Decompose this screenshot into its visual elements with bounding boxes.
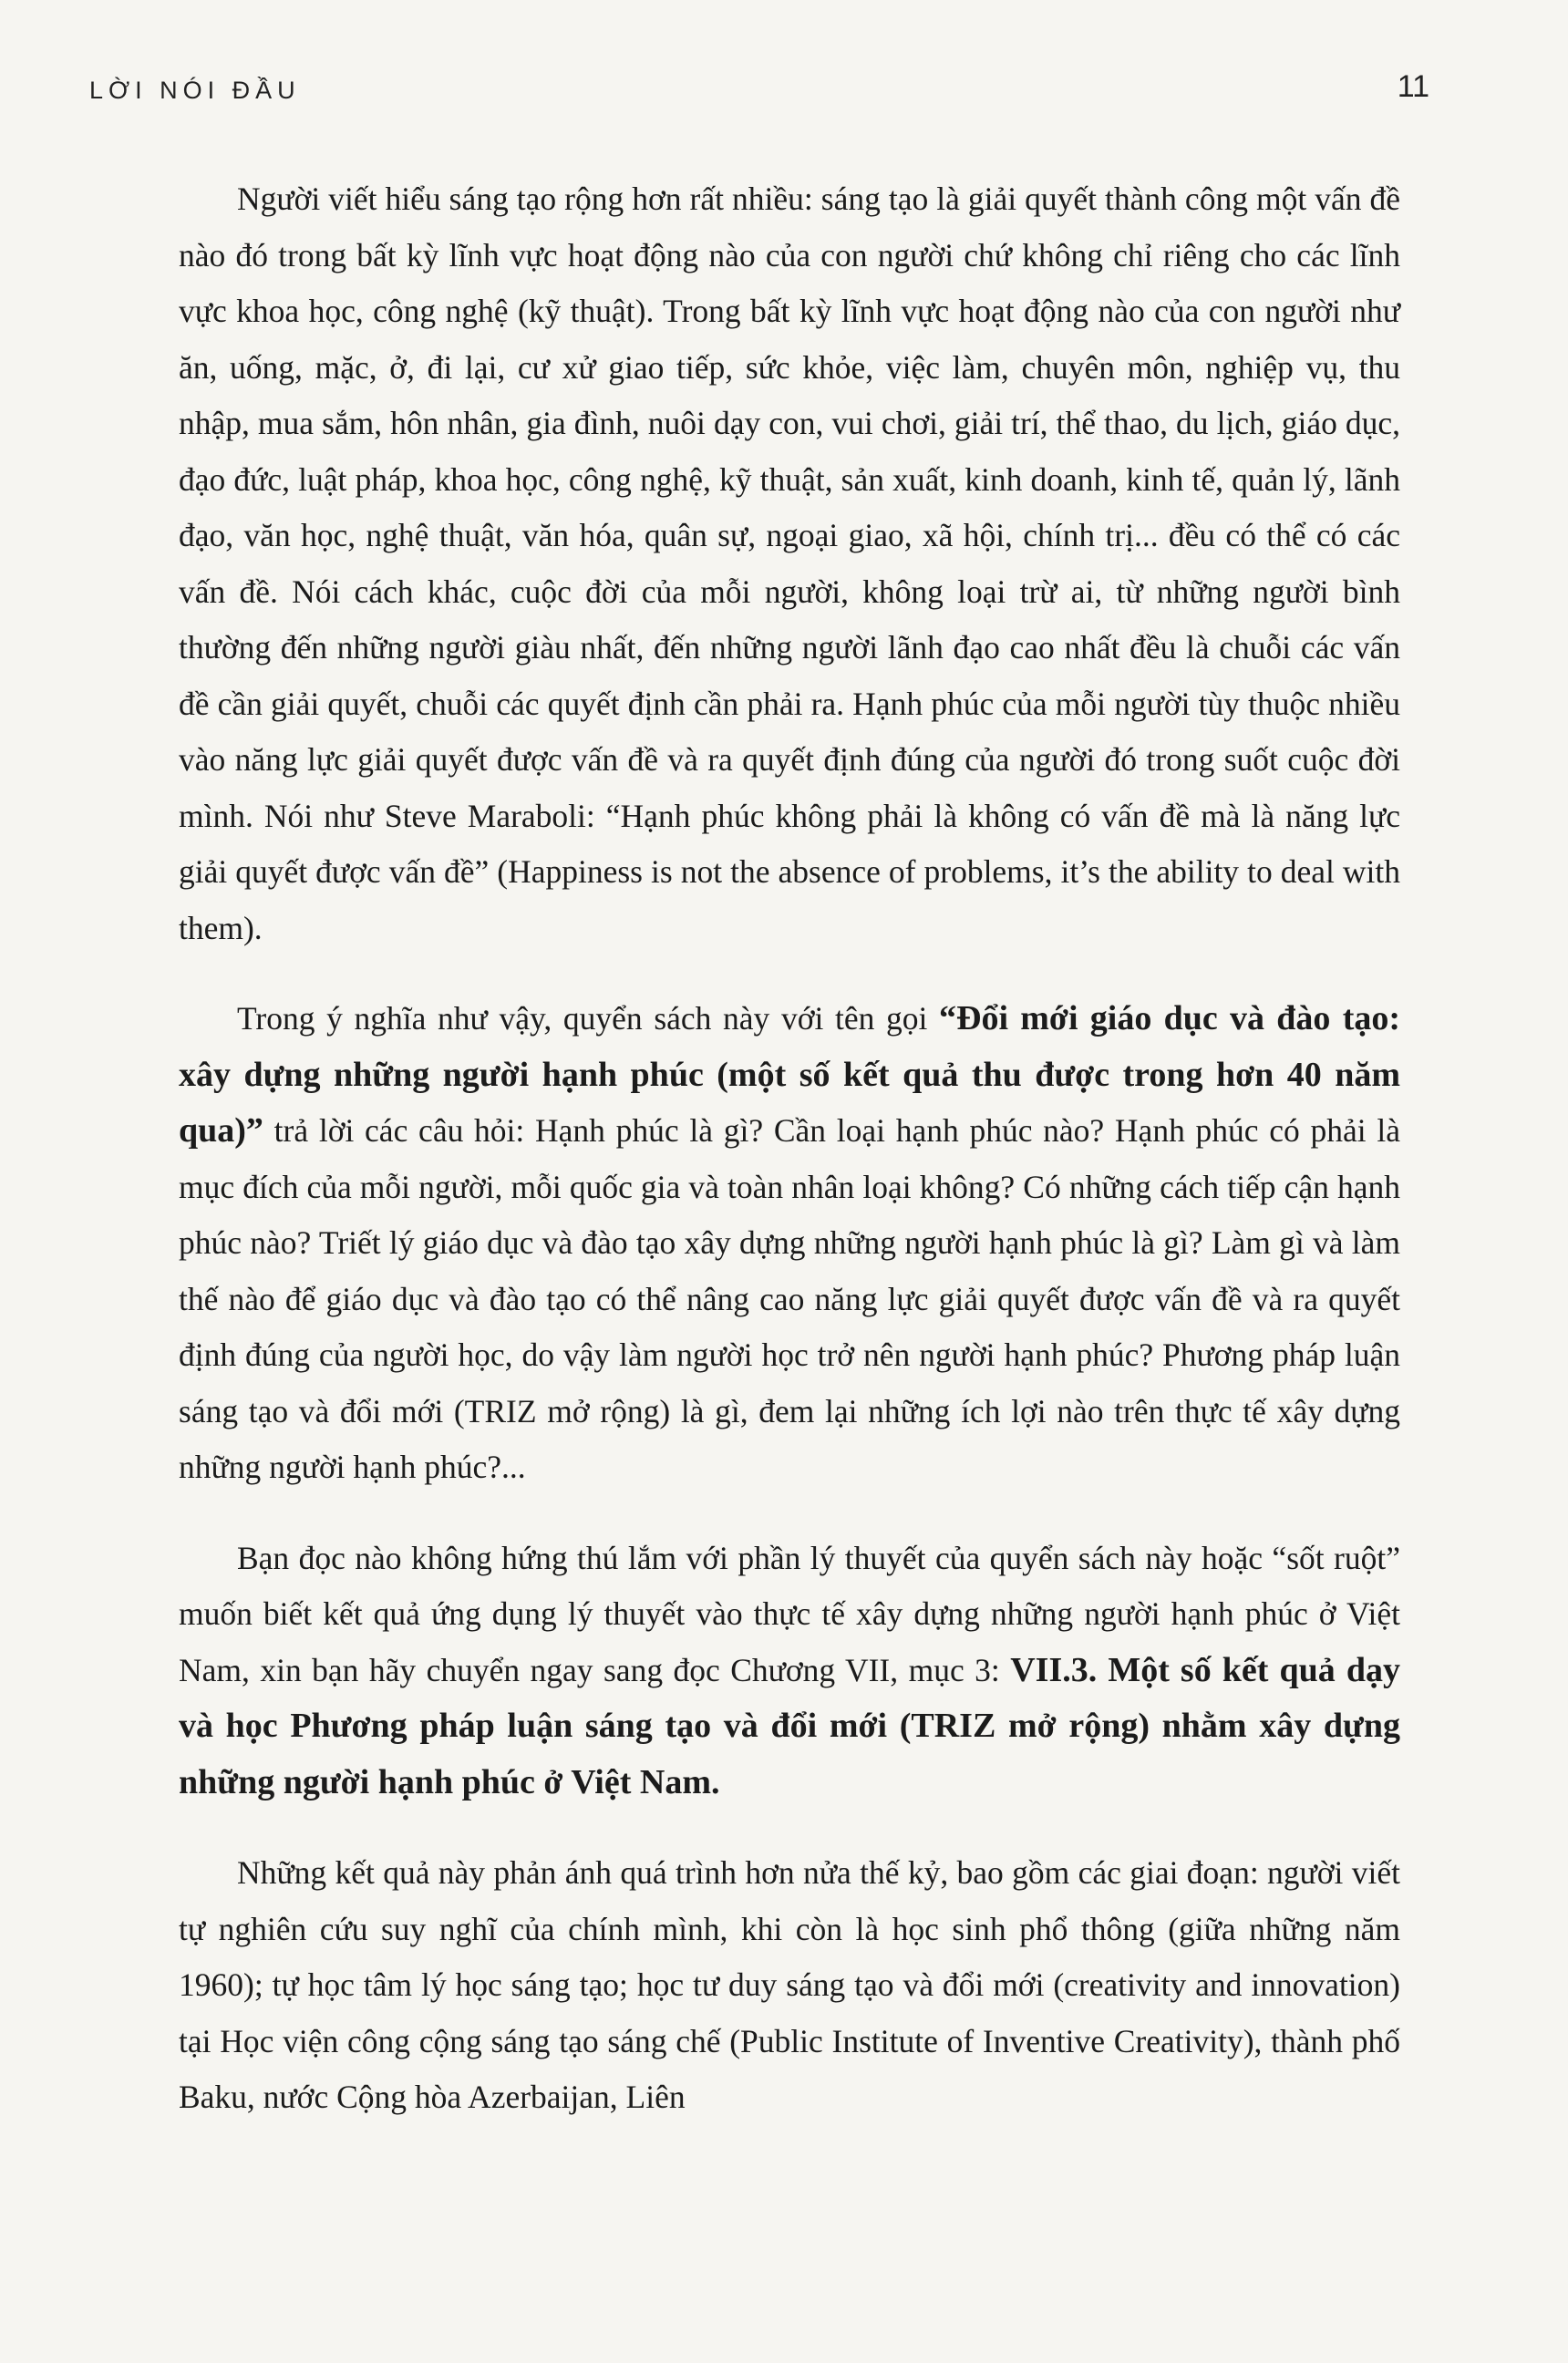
section-reference: VII.3. Một số kết quả dạy và học Phương pháp luận sáng tạo và đổi mới (TRIZ mở rộng) nhằm xây dựng những người hạnh phúc ở Việt Nam. [179,1650,1401,1801]
paragraph-text: Bạn đọc nào không hứng thú lắm với phần lý thuyết của quyển sách này hoặc “sốt ruột” muốn biết kết quả ứng dụng lý thuyết vào thực tế xây dựng những người hạnh phúc ở Việt Nam, xin bạn hãy chuyển ngay sang đọc Chương VII, mục 3: [179,1539,1400,1688]
paragraph-book-questions [179,991,1400,1496]
paragraph-text: Trong ý nghĩa như vậy, quyển sách này với tên gọi [237,1000,939,1037]
body-text [179,171,1400,2161]
paragraph-history: Những kết quả này phản ánh quá trình hơn nửa thế kỷ, bao gồm các giai đoạn: người viết tự nghiên cứu suy nghĩ của chính mình, khi còn là học sinh phổ thông (giữa những năm 1960); tự học tâm lý học sáng tạo; học tư duy sáng tạo và đổi mới (creativity and innovation) tại Học viện công cộng sáng tạo sáng chế (Public Institute of Inventive Creativity), thành phố Baku, nước Cộng hòa Azerbaijan, Liên [179,1854,1400,2115]
running-head: LỜI NÓI ĐẦU [89,77,301,104]
book-title: “Đổi mới giáo dục và đào tạo: xây dựng những người hạnh phúc (một số kết quả thu được trong hơn 40 năm qua)” [179,999,1401,1150]
paragraph-reader-guidance [179,1531,1400,1811]
paragraph-creativity-definition: Người viết hiểu sáng tạo rộng hơn rất nhiều: sáng tạo là giải quyết thành công một vấn đề nào đó trong bất kỳ lĩnh vực hoạt động nào của con người chứ không chỉ riêng cho các lĩnh vực khoa học, công nghệ (kỹ thuật). Trong bất kỳ lĩnh vực hoạt động nào của con người như ăn, uống, mặc, ở, đi lại, cư xử giao tiếp, sức khỏe, việc làm, chuyên môn, nghiệp vụ, thu nhập, mua sắm, hôn nhân, gia đình, nuôi dạy con, vui chơi, giải trí, thể thao, du lịch, giáo dục, đạo đức, luật pháp, khoa học, công nghệ, kỹ thuật, sản xuất, kinh doanh, kinh tế, quản lý, lãnh đạo, văn học, nghệ thuật, văn hóa, quân sự, ngoại giao, xã hội, chính trị... đều có thể có các vấn đề. Nói cách khác, cuộc đời của mỗi người, không loại trừ ai, từ những người bình thường đến những người giàu nhất, đến những người lãnh đạo cao nhất đều là chuỗi các vấn đề cần giải quyết, chuỗi các quyết định cần phải ra. Hạnh phúc của mỗi người tùy thuộc nhiều vào năng lực giải quyết được vấn đề và ra quyết định đúng của người đó trong suốt cuộc đời mình. Nói như Steve Maraboli: “Hạnh phúc không phải là không có vấn đề mà là năng lực giải quyết được vấn đề” (Happiness is not the absence of problems, it’s the ability to deal with them). [179,181,1400,946]
page-header [89,66,1429,120]
paragraph-text: trả lời các câu hỏi: Hạnh phúc là gì? Cần loại hạnh phúc nào? Hạnh phúc có phải là mục đích của mỗi người, mỗi quốc gia và toàn nhân loại không? Có những cách tiếp cận hạnh phúc nào? Triết lý giáo dục và đào tạo xây dựng những người hạnh phúc là gì? Làm gì và làm thế nào để giáo dục và đào tạo có thể nâng cao năng lực giải quyết được vấn đề và ra quyết định đúng của người học, do vậy làm người học trở nên người hạnh phúc? Phương pháp luận sáng tạo và đổi mới (TRIZ mở rộng) là gì, đem lại những ích lợi nào trên thực tế xây dựng những người hạnh phúc?... [179,1112,1400,1485]
page-number: 11 [1397,69,1429,104]
